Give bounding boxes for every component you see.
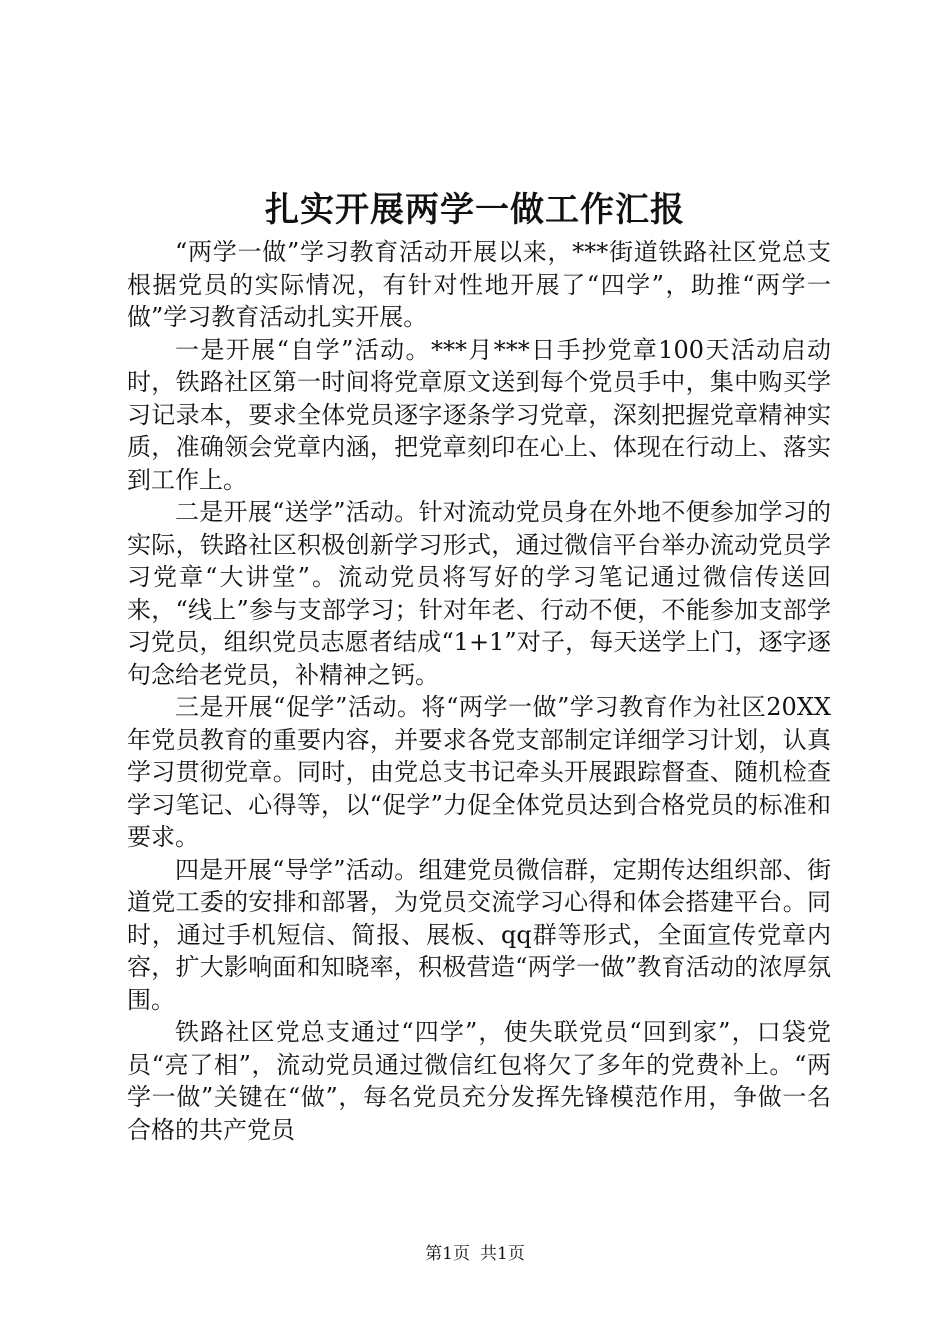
paragraph-delivered-study: 二是开展“送学”活动。针对流动党员身在外地不便参加学习的实际，铁路社区积极创新学习形式，通过微信平台举办流动党员学习党章“大讲堂”。流动党员将写好的学习笔记通过微信传送回来，“线上”参与支部学习；针对年老、行动不便，不能参加支部学习党员，组织党员志愿者结成“1+1”对子，每天送学上门，逐字逐句念给老党员，补精神之钙。 [127,498,831,689]
page-number: 第1页 [425,1244,470,1264]
page-total: 共1页 [480,1244,525,1264]
document-body [127,236,831,1146]
paragraph-promoted-study: 三是开展“促学”活动。将“两学一做”学习教育作为社区20XX年党员教育的重要内容，并要求各党支部制定详细学习计划，认真学习贯彻党章。同时，由党总支书记牵头开展跟踪督查、随机检查学习笔记、心得等，以“促学”力促全体党员达到合格党员的标准和要求。 [127,693,831,851]
page-footer [0,1242,950,1266]
paragraph-intro: “两学一做”学习教育活动开展以来，***街道铁路社区党总支根据党员的实际情况，有针对性地开展了“四学”，助推“两学一做”学习教育活动扎实开展。 [127,238,831,331]
paragraph-guided-study: 四是开展“导学”活动。组建党员微信群，定期传达组织部、街道党工委的安排和部署，为党员交流学习心得和体会搭建平台。同时，通过手机短信、简报、展板、qq群等形式，全面宣传党章内容，扩大影响面和知晓率，积极营造“两学一做”教育活动的浓厚氛围。 [127,855,831,1014]
paragraph-self-study: 一是开展“自学”活动。***月***日手抄党章100天活动启动时，铁路社区第一时间将党章原文送到每个党员手中，集中购买学习记录本，要求全体党员逐字逐条学习党章，深刻把握党章精神实质，准确领会党章内涵，把党章刻印在心上、体现在行动上、落实到工作上。 [127,335,831,494]
document-title: 扎实开展两学一做工作汇报 [265,190,685,230]
paragraph-conclusion: 铁路社区党总支通过“四学”，使失联党员“回到家”，口袋党员“亮了相”，流动党员通过微信红包将欠了多年的党费补上。“两学一做”关键在“做”，每名党员充分发挥先锋模范作用，争做一名合格的共产党员 [127,1018,831,1144]
